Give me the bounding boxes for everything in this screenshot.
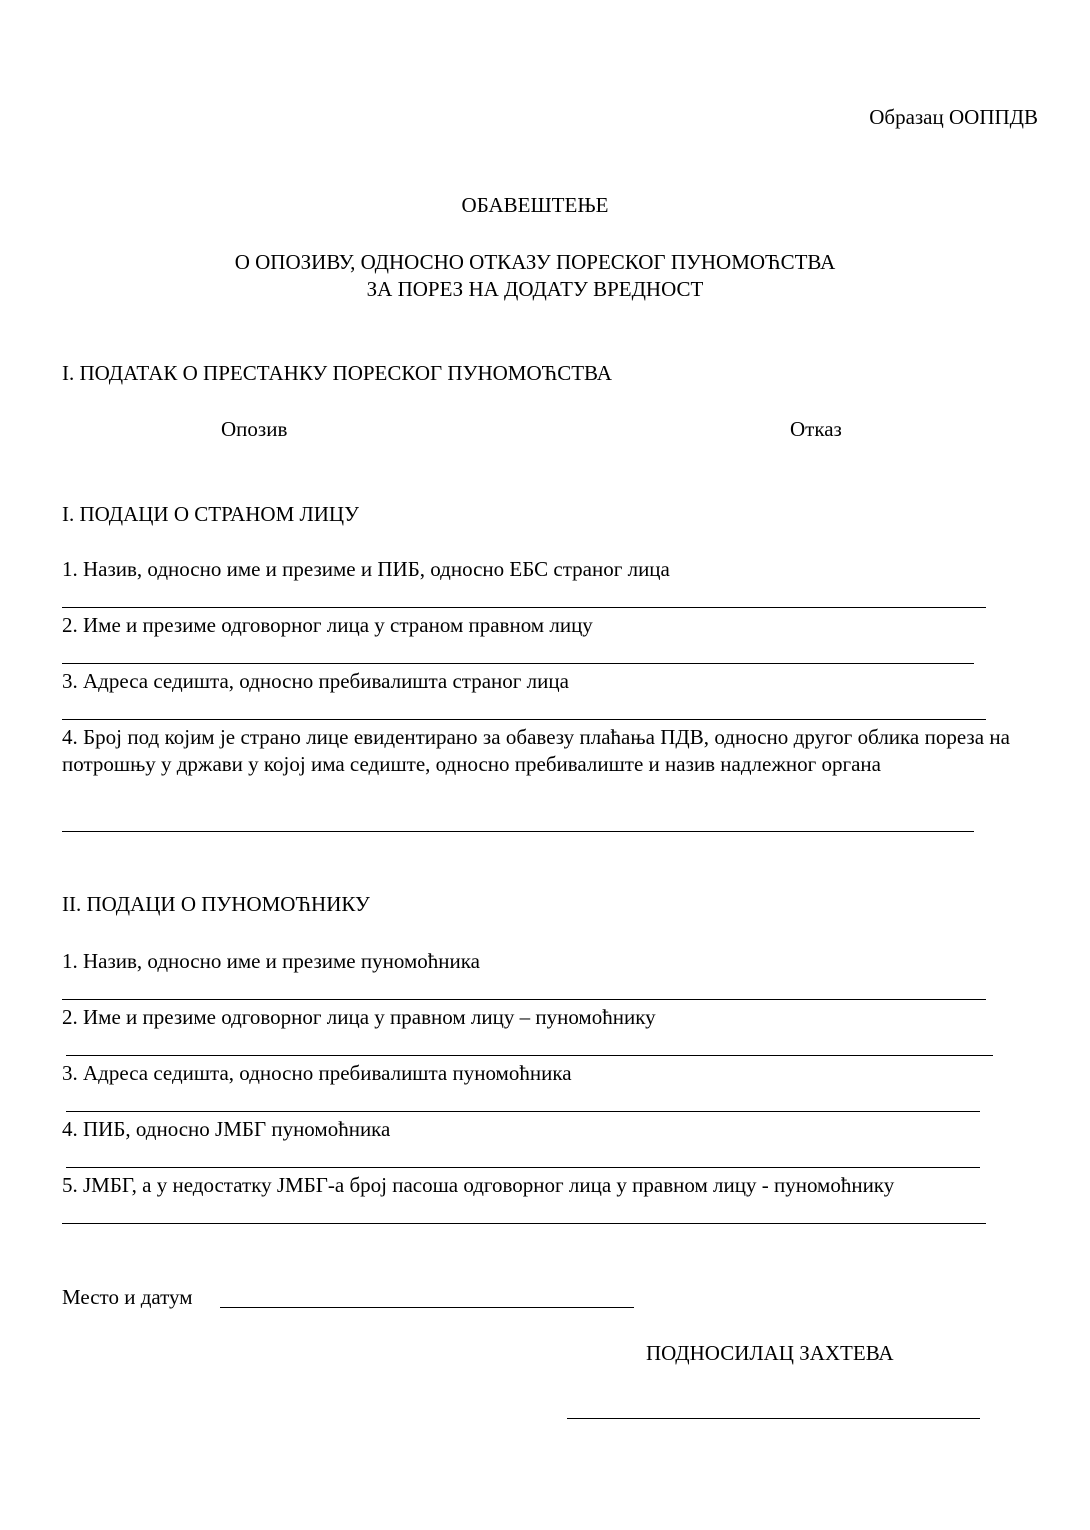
foreign-item-registration-label: 4. Број под којим је страно лице евидентирано за обавезу плаћања ПДВ, односно другог облика пореза на потрошњу у држави у којој има седиште, односно пребивалиште и назив надлежног органа <box>62 725 1010 776</box>
attorney-pib-field[interactable] <box>66 1167 980 1168</box>
applicant-label: ПОДНОСИЛАЦ ЗАХТЕВА <box>646 1341 894 1365</box>
foreign-responsible-field[interactable] <box>62 663 974 664</box>
foreign-item-responsible-label: 2. Име и презиме одговорног лица у страном правном лицу <box>62 613 593 637</box>
document-title: ОБАВЕШТЕЊЕ <box>461 193 609 217</box>
attorney-jmbg-field[interactable] <box>62 1223 986 1224</box>
place-date-field[interactable] <box>220 1307 634 1308</box>
attorney-item-name-label: 1. Назив, односно име и презиме пуномоћника <box>62 949 480 973</box>
attorney-responsible-field[interactable] <box>66 1055 993 1056</box>
place-date-label: Место и датум <box>62 1285 193 1309</box>
foreign-name-field[interactable] <box>62 607 986 608</box>
applicant-signature-field[interactable] <box>567 1418 980 1419</box>
section-foreign-heading: I. ПОДАЦИ О СТРАНОМ ЛИЦУ <box>62 502 359 526</box>
attorney-name-field[interactable] <box>62 999 986 1000</box>
attorney-item-responsible-label: 2. Име и презиме одговорног лица у правном лицу – пуномоћнику <box>62 1005 656 1029</box>
foreign-item-address-label: 3. Адреса седишта, односно пребивалишта страног лица <box>62 669 569 693</box>
section-attorney-heading: II. ПОДАЦИ О ПУНОМОЋНИКУ <box>62 892 370 916</box>
foreign-address-field[interactable] <box>62 719 986 720</box>
attorney-item-address-label: 3. Адреса седишта, односно пребивалишта пуномоћника <box>62 1061 572 1085</box>
option-revocation[interactable]: Опозив <box>221 417 288 441</box>
attorney-item-pib-label: 4. ПИБ, односно ЈМБГ пуномоћника <box>62 1117 391 1141</box>
foreign-item-name-label: 1. Назив, односно име и презиме и ПИБ, односно ЕБС страног лица <box>62 557 670 581</box>
document-subtitle-line-2: ЗА ПОРЕЗ НА ДОДАТУ ВРЕДНОСТ <box>366 277 704 301</box>
section-termination-heading: I. ПОДАТАК О ПРЕСТАНКУ ПОРЕСКОГ ПУНОМОЋСТВА <box>62 361 612 385</box>
form-code: Образац ООППДВ <box>869 105 1038 129</box>
foreign-registration-field[interactable] <box>62 831 974 832</box>
document-subtitle-line-1: О ОПОЗИВУ, ОДНОСНО ОТКАЗУ ПОРЕСКОГ ПУНОМОЋСТВА <box>234 250 836 274</box>
attorney-item-jmbg-label: 5. ЈМБГ, а у недостатку ЈМБГ-а број пасоша одговорног лица у правном лицу - пуномоћнику <box>62 1173 895 1197</box>
attorney-address-field[interactable] <box>66 1111 980 1112</box>
option-cancellation[interactable]: Отказ <box>790 417 842 441</box>
